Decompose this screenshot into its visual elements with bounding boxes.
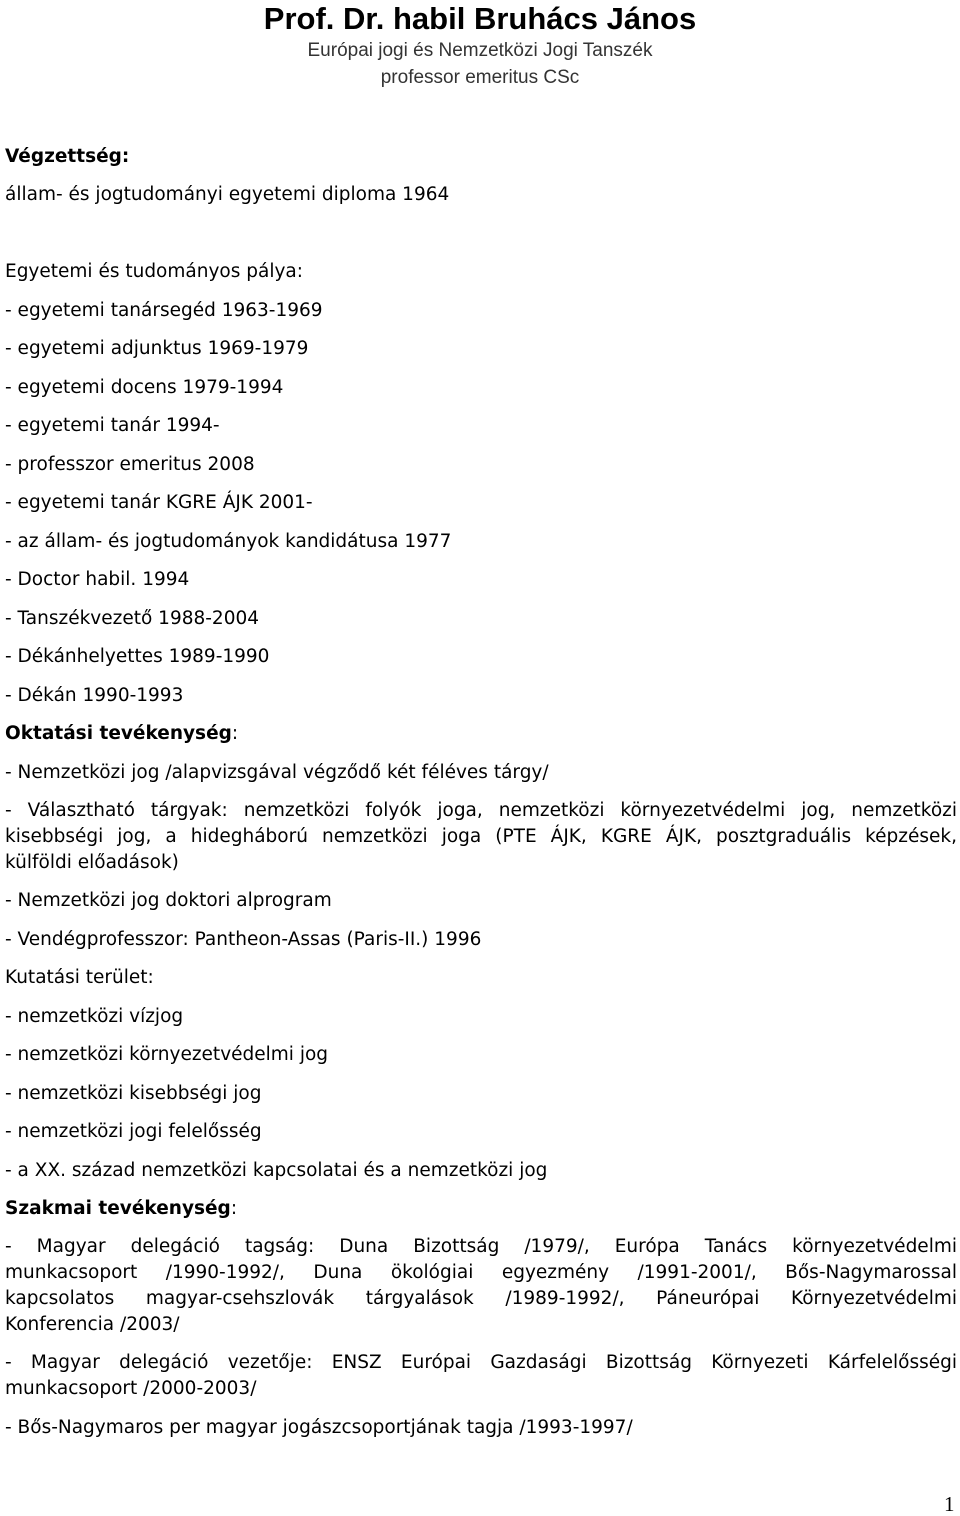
- professional-delegation-member: [5, 1234, 957, 1338]
- teaching-heading-colon: :: [231, 723, 239, 744]
- professional-line: munkacsoport /1990-1992/, Duna ökológiai egyezmény /1991-2001/, Bős-Nagymarossal: [5, 1262, 957, 1283]
- career-item: - egyetemi docens 1979-1994: [5, 377, 284, 398]
- professional-line: munkacsoport /2000-2003/: [5, 1378, 257, 1399]
- research-item: - nemzetközi környezetvédelmi jog: [5, 1044, 329, 1065]
- career-item: - professzor emeritus 2008: [5, 454, 255, 475]
- career-item: - egyetemi tanár 1994-: [5, 415, 220, 436]
- professional-item: - Bős-Nagymaros per magyar jogászcsoportjának tagja /1993-1997/: [5, 1417, 633, 1438]
- teaching-electives: [5, 798, 957, 876]
- professional-heading-colon: :: [230, 1198, 238, 1219]
- teaching-item: - Vendégprofesszor: Pantheon-Assas (Paris-II.) 1996: [5, 929, 482, 950]
- teaching-item: - Nemzetközi jog doktori alprogram: [5, 890, 332, 911]
- professional-line: Konferencia /2003/: [5, 1314, 180, 1335]
- career-item: - Tanszékvezető 1988-2004: [5, 608, 260, 629]
- career-item: - Doctor habil. 1994: [5, 569, 190, 590]
- career-item: - egyetemi tanár KGRE ÁJK 2001-: [5, 492, 313, 513]
- teaching-electives-line: - Választható tárgyak: nemzetközi folyók joga, nemzetközi környezetvédelmi jog, nemzetközi: [5, 800, 957, 821]
- career-heading: Egyetemi és tudományos pálya:: [5, 261, 303, 282]
- teaching-electives-line: kisebbségi jog, a hidegháború nemzetközi joga (PTE ÁJK, KGRE ÁJK, posztgraduális képzések,: [5, 826, 957, 847]
- education-heading: Végzettség:: [5, 146, 130, 167]
- teaching-heading: [5, 722, 238, 746]
- research-item: - nemzetközi vízjog: [5, 1006, 184, 1027]
- position-line: professor emeritus CSc: [380, 67, 580, 88]
- education-item: állam- és jogtudományi egyetemi diploma 1964: [5, 184, 450, 205]
- teaching-heading-text: Oktatási tevékenység: [5, 723, 232, 744]
- professional-line: kapcsolatos magyar-csehszlovák tárgyalások /1989-1992/, Páneurópai Környezetvédelmi: [5, 1288, 957, 1309]
- career-item: - egyetemi adjunktus 1969-1979: [5, 338, 309, 359]
- teaching-item: - Nemzetközi jog /alapvizsgával végződő két féléves tárgy/: [5, 762, 549, 783]
- professional-line: - Magyar delegáció vezetője: ENSZ Európai Gazdasági Bizottság Környezeti Kárfelelősségi: [5, 1352, 957, 1373]
- page-number: 1: [944, 1492, 955, 1516]
- professional-delegation-leader: [5, 1350, 957, 1402]
- career-item: - az állam- és jogtudományok kandidátusa 1977: [5, 531, 452, 552]
- career-item: - Dékán 1990-1993: [5, 685, 184, 706]
- page-title: Prof. Dr. habil Bruhács János: [263, 1, 697, 36]
- research-item: - a XX. század nemzetközi kapcsolatai és a nemzetközi jog: [5, 1160, 548, 1181]
- department-line: Európai jogi és Nemzetközi Jogi Tanszék: [307, 40, 653, 61]
- professional-heading: [5, 1197, 237, 1221]
- teaching-electives-line: külföldi előadások): [5, 852, 179, 873]
- professional-line: - Magyar delegáció tagság: Duna Bizottság /1979/, Európa Tanács környezetvédelmi: [5, 1236, 957, 1257]
- research-item: - nemzetközi jogi felelősség: [5, 1121, 262, 1142]
- research-heading: Kutatási terület:: [5, 967, 154, 988]
- professional-heading-text: Szakmai tevékenység: [5, 1198, 231, 1219]
- career-item: - egyetemi tanársegéd 1963-1969: [5, 300, 323, 321]
- career-item: - Dékánhelyettes 1989-1990: [5, 646, 270, 667]
- research-item: - nemzetközi kisebbségi jog: [5, 1083, 262, 1104]
